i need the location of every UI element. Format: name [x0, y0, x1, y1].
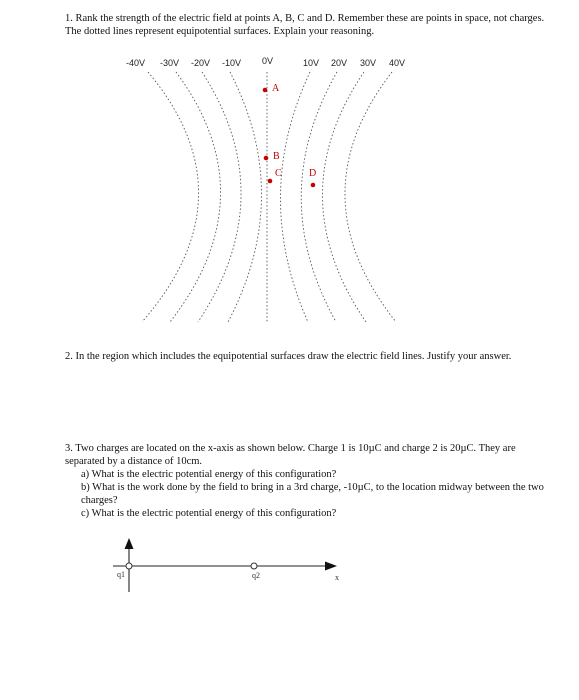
- point-c-label: C: [275, 168, 282, 179]
- point-d-label: D: [309, 168, 317, 179]
- question-3-part-c: c) What is the electric potential energy of this configuration?: [81, 508, 337, 519]
- point-a-label: A: [272, 83, 280, 94]
- y-axis-arrowhead: [125, 538, 134, 549]
- potential-label-neg40: -40V: [126, 58, 146, 68]
- question-2-text: 2. In the region which includes the equipotential surfaces draw the electric field lines. Justify your answer.: [65, 351, 512, 362]
- potential-label-0: 0V: [262, 56, 274, 66]
- x-axis-arrowhead: [325, 562, 337, 571]
- potential-label-neg20: -20V: [191, 58, 211, 68]
- potential-label-10: 10V: [303, 58, 320, 68]
- question-1-text: 1. Rank the strength of the electric field at points A, B, C and D. Remember these are points in space, not charges. The dotted lines represent equipotential surfaces. Explain your reasoning.: [65, 13, 545, 37]
- question-3-part-a: a) What is the electric potential energy of this configuration?: [81, 469, 337, 480]
- potential-label-20: 20V: [331, 58, 348, 68]
- question-3-intro: 3. Two charges are located on the x-axis as shown below. Charge 1 is 10µC and charge 2 is 20µC. They are separated by a distance of 10cm.: [65, 443, 516, 467]
- charge-q2-label: q2: [252, 571, 260, 580]
- potential-label-neg10: -10V: [222, 58, 242, 68]
- x-axis-label: x: [335, 573, 339, 582]
- question-3-part-b: b) What is the work done by the field to bring in a 3rd charge, -10µC, to the location midway between the two charges?: [81, 482, 544, 506]
- potential-label-40: 40V: [389, 58, 406, 68]
- charge-q1-marker: [126, 563, 132, 569]
- charge-q2-marker: [251, 563, 257, 569]
- charge-q1-label: q1: [117, 570, 125, 579]
- potential-label-neg30: -30V: [160, 58, 180, 68]
- point-b-label: B: [273, 151, 280, 162]
- potential-label-30: 30V: [360, 58, 377, 68]
